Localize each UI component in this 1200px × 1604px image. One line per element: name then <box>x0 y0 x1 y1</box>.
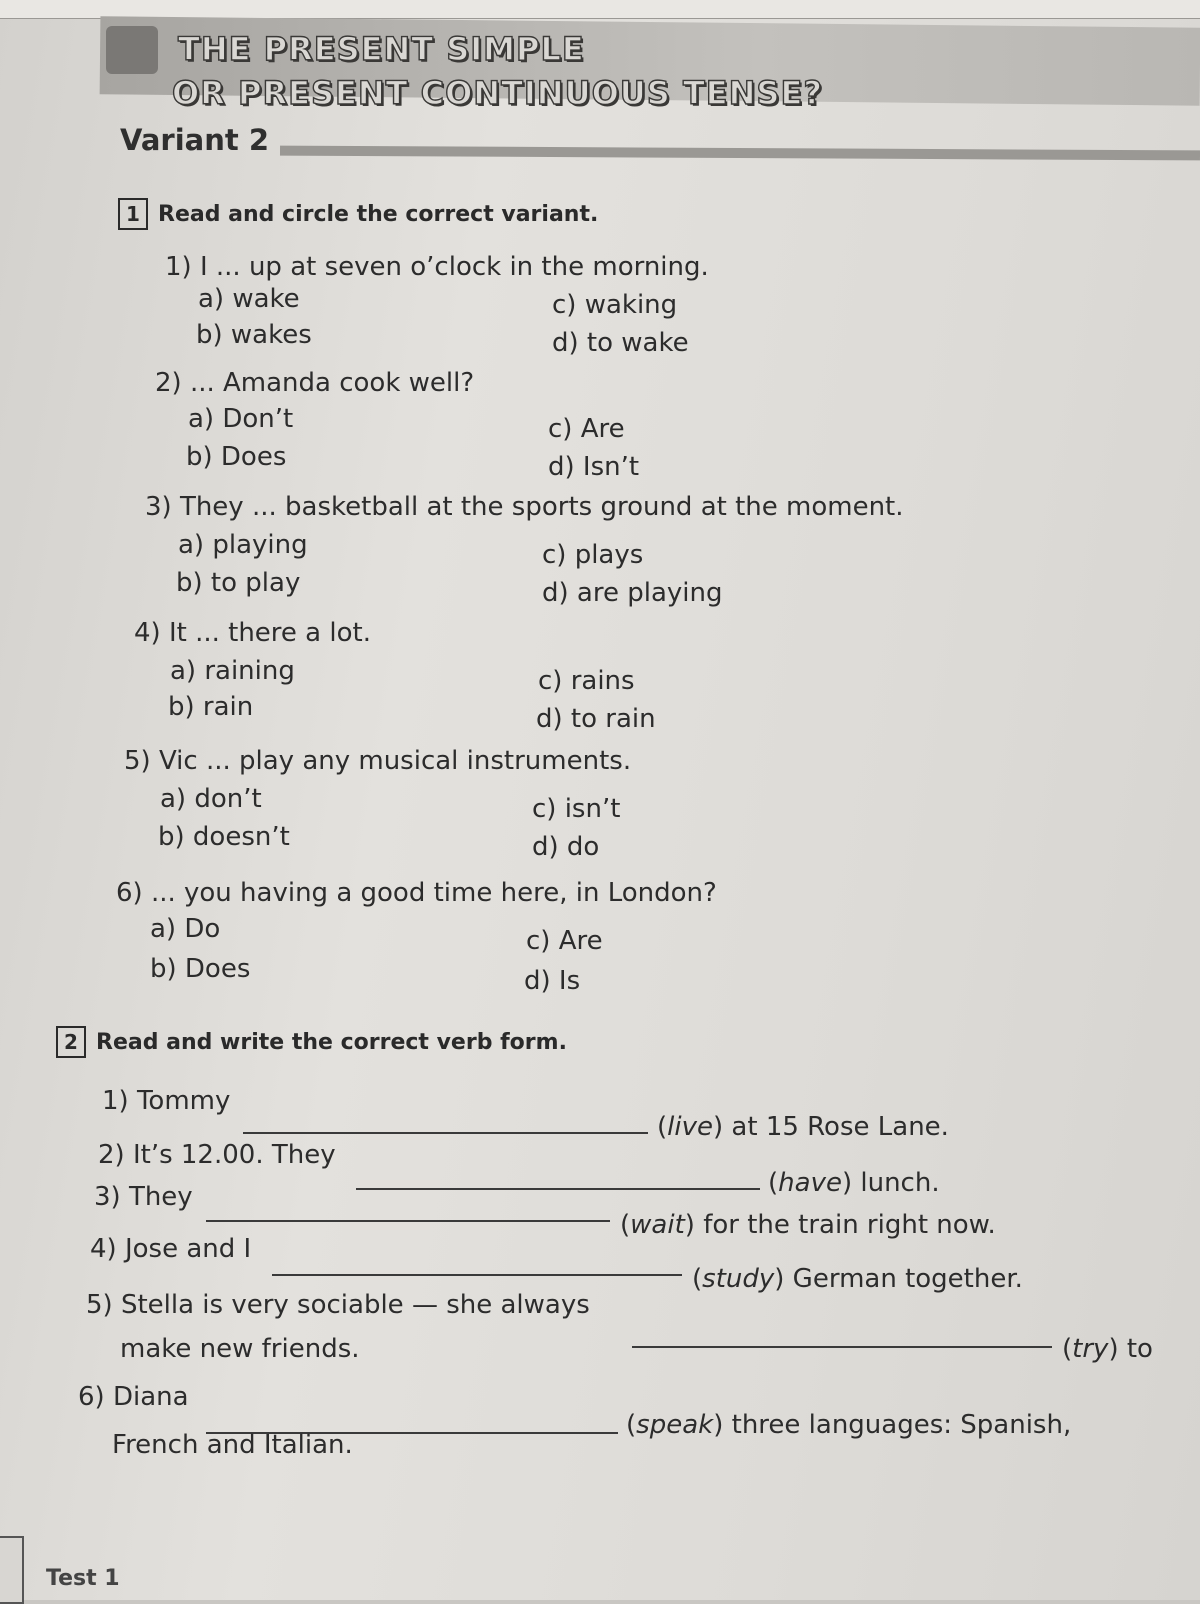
option-b[interactable]: b) Does <box>150 954 251 984</box>
answer-blank[interactable] <box>356 1188 760 1190</box>
option-b[interactable]: b) doesn’t <box>158 822 290 852</box>
option-a[interactable]: a) Do <box>150 914 221 944</box>
title-line-2: OR PRESENT CONTINUOUS TENSE? <box>172 74 823 112</box>
option-d[interactable]: d) do <box>532 832 600 862</box>
task-2-number: 2 <box>56 1026 86 1058</box>
option-d[interactable]: d) to rain <box>536 704 656 734</box>
task-2-heading <box>56 1026 567 1058</box>
question-stem: 6) ... you having a good time here, in London? <box>116 878 717 908</box>
answer-blank[interactable] <box>272 1274 682 1276</box>
verb-hint: try <box>1072 1334 1109 1364</box>
gap-item-prompt: 3) They <box>94 1182 193 1212</box>
option-a[interactable]: a) playing <box>178 530 308 560</box>
option-b[interactable]: b) Does <box>186 442 287 472</box>
gap-item-prompt: 1) Tommy <box>102 1086 231 1116</box>
task-1-number: 1 <box>118 198 148 230</box>
option-a[interactable]: a) wake <box>198 284 300 314</box>
question-stem: 5) Vic ... play any musical instruments. <box>124 746 632 776</box>
gap-item-hint: (have) lunch. <box>768 1168 940 1198</box>
verb-hint: speak <box>636 1410 714 1440</box>
option-a[interactable]: a) raining <box>170 656 295 686</box>
gap-item-rest: for the train right now. <box>694 1210 996 1240</box>
option-c[interactable]: c) plays <box>542 540 644 570</box>
answer-blank[interactable] <box>632 1346 1052 1348</box>
option-b[interactable]: b) wakes <box>196 320 312 350</box>
gap-item-rest: at 15 Rose Lane. <box>723 1112 949 1142</box>
option-d[interactable]: d) to wake <box>552 328 689 358</box>
gap-item-rest: German together. <box>784 1264 1023 1294</box>
header-square <box>106 26 158 74</box>
gap-item-rest: lunch. <box>852 1168 940 1198</box>
gap-item-rest: to <box>1118 1334 1153 1364</box>
variant-label: Variant 2 <box>120 123 270 157</box>
answer-blank[interactable] <box>243 1132 648 1134</box>
option-c[interactable]: c) isn’t <box>532 794 621 824</box>
gap-item-prompt: 2) It’s 12.00. They <box>98 1140 336 1170</box>
gap-item-prompt: 4) Jose and I <box>90 1234 252 1264</box>
option-b[interactable]: b) to play <box>176 568 301 598</box>
question-stem: 4) It ... there a lot. <box>134 618 371 648</box>
option-b[interactable]: b) rain <box>168 692 254 722</box>
question-stem: 3) They ... basketball at the sports ground at the moment. <box>145 492 904 522</box>
task-1-heading <box>118 198 598 230</box>
gap-item-rest: three languages: Spanish, <box>723 1410 1072 1440</box>
option-d[interactable]: d) Isn’t <box>548 452 640 482</box>
option-c[interactable]: c) rains <box>538 666 635 696</box>
verb-hint: study <box>702 1264 775 1294</box>
gap-item-continuation: French and Italian. <box>112 1430 353 1460</box>
gap-item-hint: (speak) three languages: Spanish, <box>626 1410 1072 1440</box>
page-number-tab <box>0 1536 24 1604</box>
verb-hint: live <box>667 1112 713 1142</box>
option-c[interactable]: c) Are <box>548 414 625 444</box>
gap-item-hint: (study) German together. <box>692 1264 1023 1294</box>
option-d[interactable]: d) Is <box>524 966 581 996</box>
gap-item-hint: (live) at 15 Rose Lane. <box>657 1112 949 1142</box>
option-a[interactable]: a) don’t <box>160 784 262 814</box>
gap-item-continuation: make new friends. <box>120 1334 360 1364</box>
option-a[interactable]: a) Don’t <box>188 404 294 434</box>
gap-item-prompt: 6) Diana <box>78 1382 189 1412</box>
verb-hint: wait <box>630 1210 685 1240</box>
question-stem: 2) ... Amanda cook well? <box>155 368 475 398</box>
task-1-instruction: Read and circle the correct variant. <box>158 201 599 227</box>
answer-blank[interactable] <box>206 1220 610 1222</box>
option-c[interactable]: c) waking <box>552 290 678 320</box>
test-label: Test 1 <box>46 1566 120 1591</box>
gap-item-hint: (wait) for the train right now. <box>620 1210 996 1240</box>
verb-hint: have <box>778 1168 842 1198</box>
gap-item-hint: (try) to <box>1062 1334 1153 1364</box>
option-c[interactable]: c) Are <box>526 926 603 956</box>
gap-item-prompt: 5) Stella is very sociable — she always <box>86 1290 590 1320</box>
task-2-instruction: Read and write the correct verb form. <box>96 1029 567 1055</box>
option-d[interactable]: d) are playing <box>542 578 723 608</box>
title-line-1: THE PRESENT SIMPLE <box>178 30 585 68</box>
variant-rule <box>280 146 1200 161</box>
question-stem: 1) I ... up at seven o’clock in the morning. <box>165 252 709 282</box>
